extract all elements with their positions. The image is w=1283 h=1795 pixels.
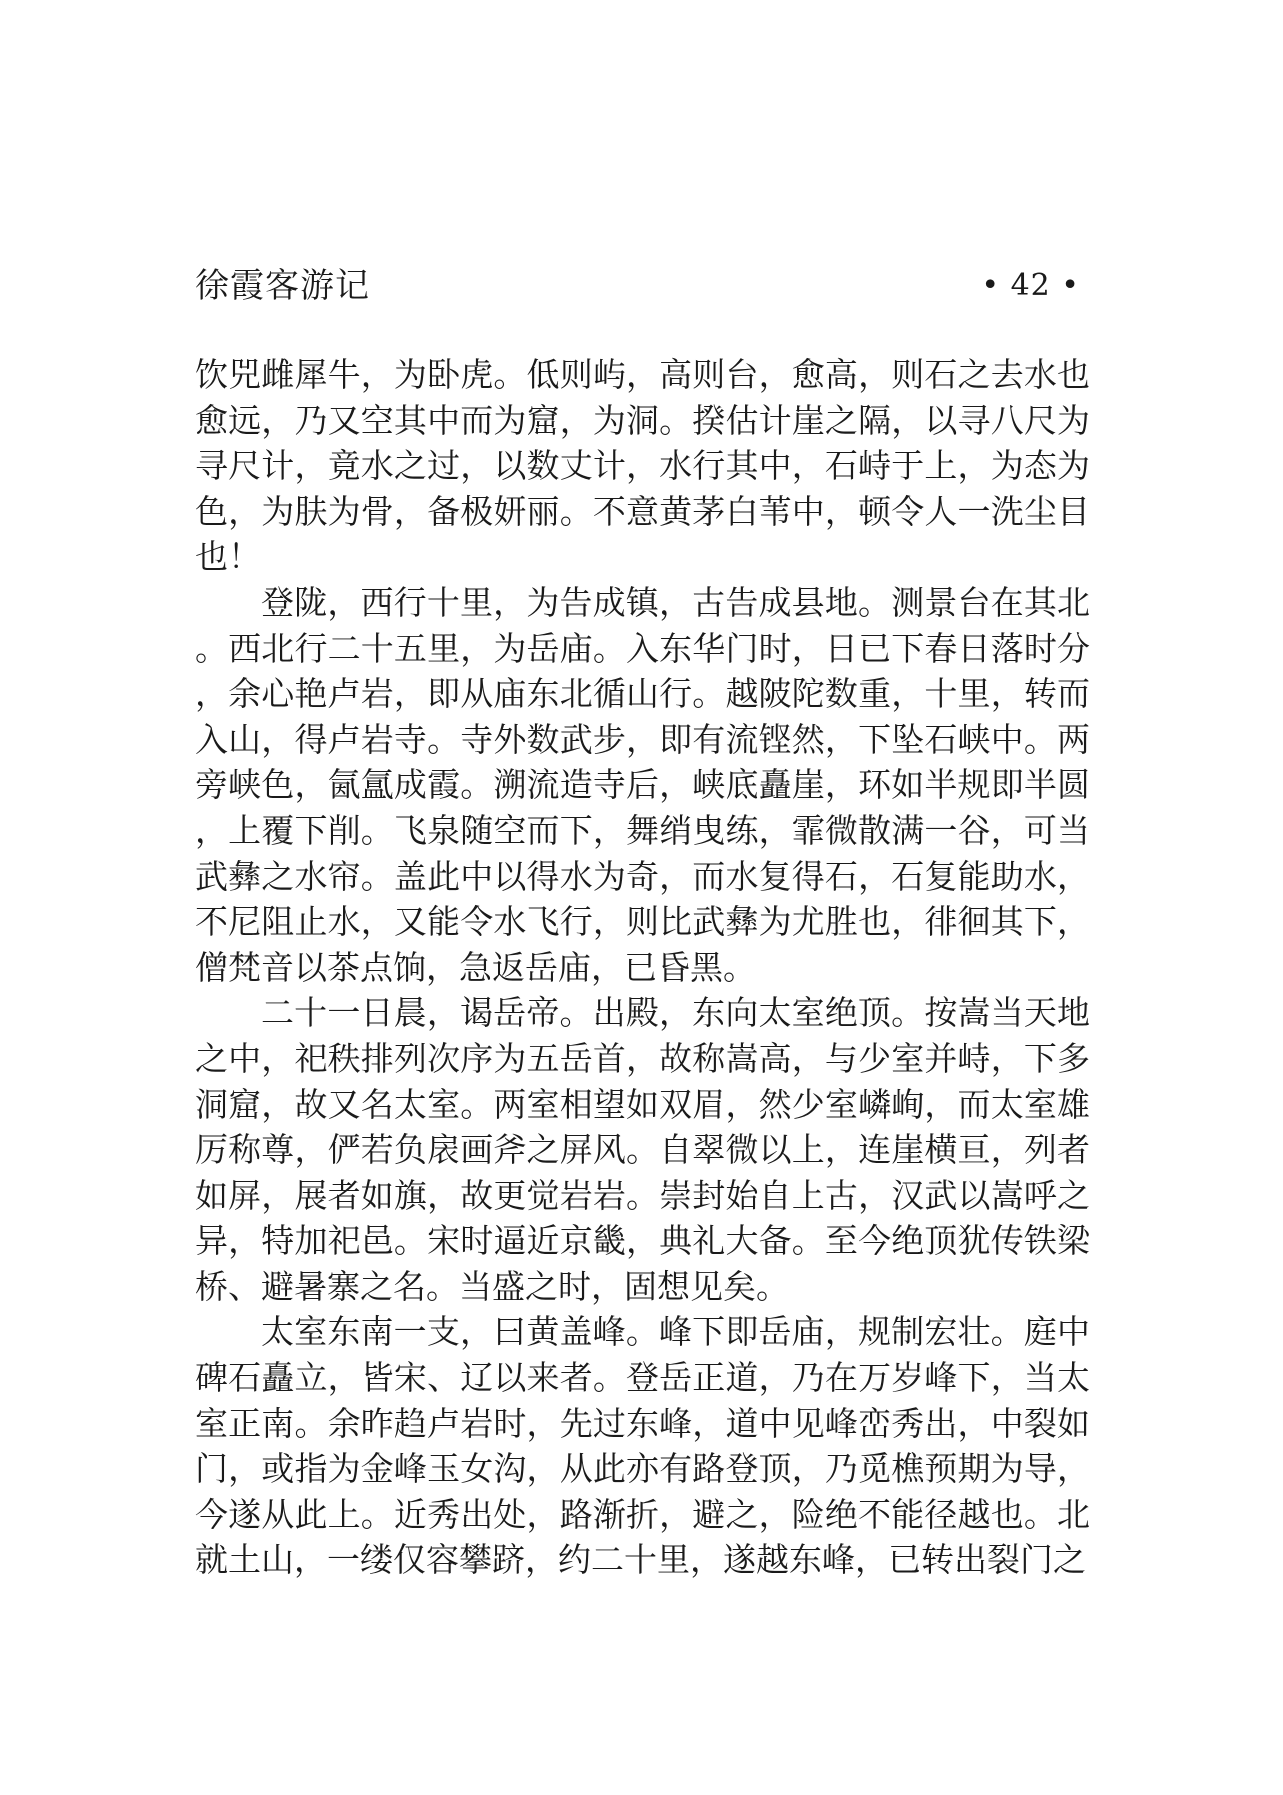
paragraph-3: 二十一日晨，谒岳帝。出殿，东向太室绝顶。按嵩当天地之中，祀秩排列次序为五岳首，故称嵩高，与少室并峙，下多洞窟，故又名太室。两室相望如双眉，然少室嶙峋，而太室雄厉称尊，俨若负扆画斧之屏风。自翠微以上，连崖横亘，列者如屏，展者如旗，故更觉岩岩。崇封始自上古，汉武以嵩呼之异，特加祀邑。宋时逼近京畿，典礼大备。至今绝顶犹传铁梁桥、避暑寨之名。当盛之时，固想见矣。 — [195, 993, 1090, 1306]
book-title: 徐霞客游记 — [195, 266, 370, 306]
paragraph-1: 饮兕雌犀牛，为卧虎。低则屿，高则台，愈高，则石之去水也愈远，乃又空其中而为窟，为洞。揆估计崖之隔，以寻八尺为寻尺计，竟水之过，以数丈计，水行其中，石峙于上，为态为色，为肤为骨，备极妍丽。不意黄茅白苇中，顿令人一洗尘目也！ — [195, 355, 1090, 577]
page-number: • 42 • — [981, 268, 1080, 303]
running-header — [195, 264, 1080, 308]
paragraph-4: 太室东南一支，曰黄盖峰。峰下即岳庙，规制宏壮。庭中碑石矗立，皆宋、辽以来者。登岳正道，乃在万岁峰下，当太室正南。余昨趋卢岩时，先过东峰，道中见峰峦秀出，中裂如门，或指为金峰玉女沟，从此亦有路登顶，乃觅樵预期为导，今遂从此上。近秀出处，路渐折，避之，险绝不能径越也。北就土山，一缕仅容攀跻，约二十里，遂越东峰，已转出裂门之 — [195, 1312, 1090, 1580]
paragraph-2: 登陇，西行十里，为告成镇，古告成县地。测景台在其北。西北行二十五里，为岳庙。入东华门时，日已下春日落时分，余心艳卢岩，即从庙东北循山行。越陂陀数重，十里，转而入山，得卢岩寺。寺外数武步，即有流铿然，下坠石峡中。两旁峡色，氤氲成霞。溯流造寺后，峡底矗崖，环如半规即半圆，上覆下削。飞泉随空而下，舞绡曳练，霏微散满一谷，可当武彝之水帘。盖此中以得水为奇，而水复得石，石复能助水，不尼阻止水，又能令水飞行，则比武彝为尤胜也，徘徊其下，僧梵音以茶点饷，急返岳庙，已昏黑。 — [195, 582, 1090, 987]
body-text — [195, 352, 1090, 1583]
